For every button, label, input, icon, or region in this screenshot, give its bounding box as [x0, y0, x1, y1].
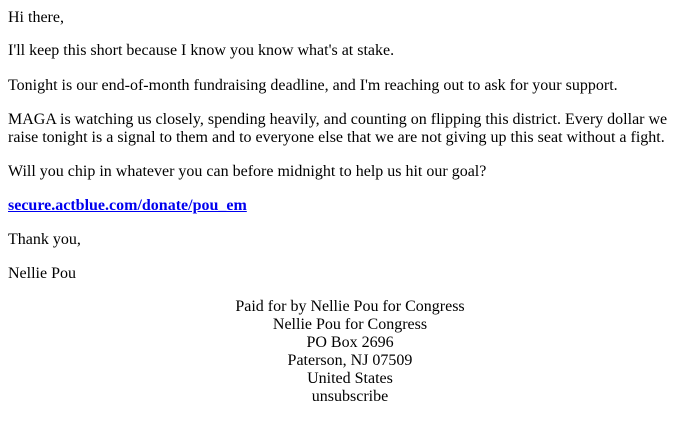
deadline-paragraph: Tonight is our end-of-month fundraising deadline, and I'm reaching out to ask for your support. — [8, 77, 618, 94]
unsubscribe-link[interactable]: unsubscribe — [311, 388, 389, 405]
ask-paragraph: Will you chip in whatever you can before midnight to help us hit our goal? — [8, 163, 487, 180]
unsubscribe-line — [0, 388, 700, 406]
paid-for-line: Paid for by Nellie Pou for Congress — [235, 298, 465, 315]
maga-paragraph: MAGA is watching us closely, spending heavily, and counting on flipping this district. Every dollar we raise tonight is a signal to them and to everyone else that we are not giving up this seat without a fight. — [8, 111, 668, 146]
email-footer — [0, 298, 700, 406]
signature: Nellie Pou — [8, 265, 76, 282]
po-box: PO Box 2696 — [306, 334, 394, 351]
intro-paragraph: I'll keep this short because I know you know what's at stake. — [8, 42, 395, 59]
city-line: Paterson, NJ 07509 — [287, 352, 413, 369]
donate-link-paragraph — [8, 197, 247, 215]
greeting: Hi there, — [8, 9, 64, 26]
donate-link[interactable]: secure.actblue.com/donate/pou_em — [8, 197, 247, 214]
thanks-line: Thank you, — [8, 231, 81, 248]
country-line: United States — [307, 370, 393, 387]
org-name: Nellie Pou for Congress — [272, 316, 428, 333]
